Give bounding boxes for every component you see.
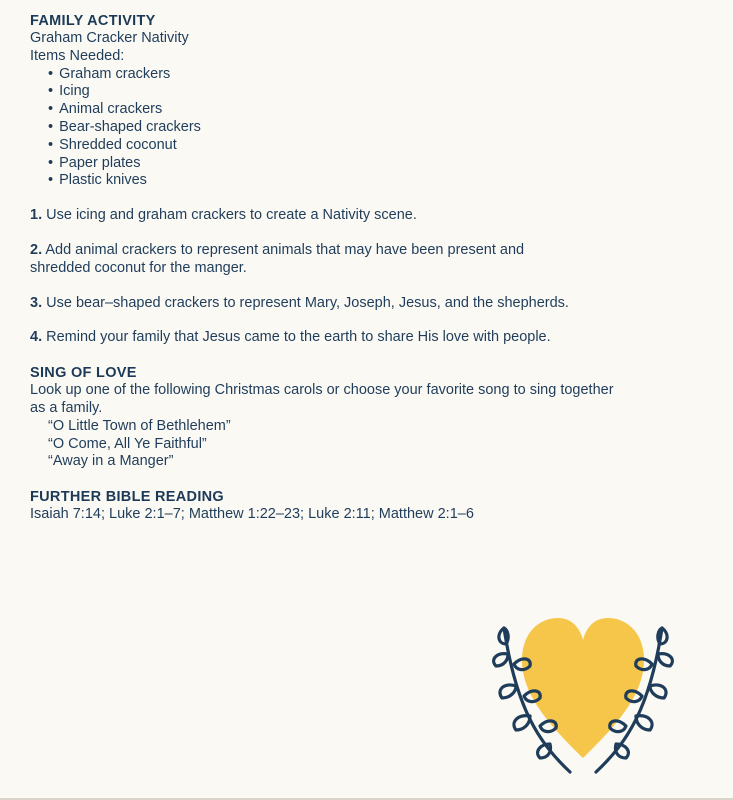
family-activity-heading: FAMILY ACTIVITY: [30, 13, 156, 29]
list-item: “O Come, All Ye Faithful”: [48, 435, 207, 452]
bible-references: Isaiah 7:14; Luke 2:1–7; Matthew 1:22–23; Luke 2:11; Matthew 2:1–6: [30, 506, 474, 523]
step-text: Add animal crackers to represent animals that may have been present and: [45, 241, 525, 258]
step-text: Use bear–shaped crackers to represent Mary, Joseph, Jesus, and the shepherds.: [46, 294, 569, 311]
sing-intro: Look up one of the following Christmas carols or choose your favorite song to sing together: [30, 382, 614, 399]
carols-list: [30, 418, 710, 471]
step-text: Use icing and graham crackers to create a Nativity scene.: [46, 207, 417, 224]
sing-of-love-heading: SING OF LOVE: [30, 365, 137, 382]
further-reading-heading: FURTHER BIBLE READING: [30, 489, 224, 506]
heart-with-laurels-illustration: [478, 612, 688, 782]
step-1: [30, 207, 710, 225]
step-2-continued: shredded coconut for the manger.: [30, 259, 247, 276]
activity-title: Graham Cracker Nativity: [30, 30, 189, 46]
document-body: [30, 12, 710, 524]
list-item: “O Little Town of Bethlehem”: [48, 417, 231, 434]
list-item: • Icing: [48, 83, 710, 101]
list-item: “Away in a Manger”: [48, 453, 174, 470]
step-number: 2.: [30, 241, 43, 258]
list-item: • Shredded coconut: [48, 137, 710, 155]
step-3: [30, 295, 710, 313]
items-list: [30, 66, 710, 191]
step-number: 3.: [30, 294, 43, 311]
list-item: • Plastic knives: [48, 172, 710, 190]
step-4: [30, 329, 710, 347]
step-number: 4.: [30, 329, 43, 346]
list-item: • Graham crackers: [48, 66, 710, 84]
step-text: Remind your family that Jesus came to the earth to share His love with people.: [46, 329, 551, 346]
list-item: • Animal crackers: [48, 101, 710, 119]
step-number: 1.: [30, 207, 43, 224]
list-item: • Paper plates: [48, 155, 710, 173]
items-needed-label: Items Needed:: [30, 47, 125, 64]
sing-intro-continued: as a family.: [30, 399, 103, 416]
list-item: • Bear-shaped crackers: [48, 119, 710, 137]
step-2: [30, 242, 710, 260]
